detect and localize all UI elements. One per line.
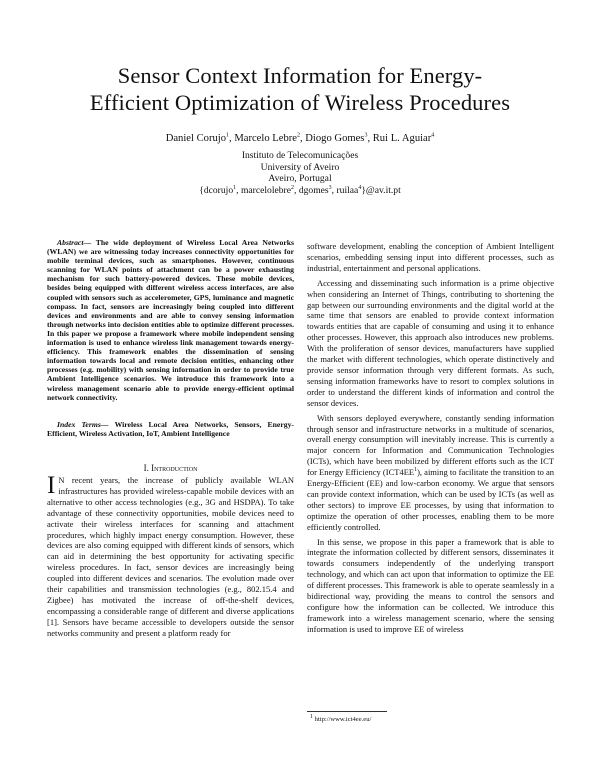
- affiliation-line: Instituto de Telecomunicações: [241, 150, 359, 161]
- affiliation-block: [40, 150, 560, 196]
- paragraph: Accessing and disseminating such information is a prime objective when considering an Internet of Things, contributing to shortening the gap between our surrounding environments and the digital world at the same time that sensors are enabled to provide context information towards entities that are capable of consuming and using it to enhance other processes. However, this approach also introduces new problems. With the proliferation of sensor devices, manufacturers have supplied the market with different technologies, which operate distinctively and provide sensor information through very different formats. As such, sensing information frameworks have to resort to complex solutions in order to understand the different kinds of information and control the sensor devices.: [307, 277, 554, 408]
- intro-left-column: [47, 472, 294, 639]
- author: Daniel Corujo$^1$: [165, 132, 230, 144]
- drop-cap: I: [47, 472, 56, 499]
- section-heading: [47, 463, 294, 473]
- paper-title: [40, 62, 560, 116]
- footnote-rule: [307, 711, 387, 712]
- abstract-text: The wide deployment of Wireless Local Area Networks (WLAN) we are witnessing today increases connectivity opportunities for mobile terminal devices, such as smartphones. However, continuous scanning for WLAN points of attachment can be a power exhausting mechanism for such battery-powered devices. These mobile devices, besides being equipped with different wireless access interfaces, are also coupled with sensors such as accelerometer, GPS, luminance and magnetic compass. In fact, sensors are increasingly being coupled into different devices and environments and are able to convey sensing information through networks into decision entities able to optimize different processes. In this paper we propose a framework where mobile independent sensing information is used to enhance wireless link management towards energy-efficiency. This framework enables the dissemination of sensing information towards local and remote decision entities, enhancing other processes (e.g. mobility) with sensing information in order to provide true Ambient Intelligence scenarios. We introduce this framework into a wireless management scenario able to provide energy-efficient optimal network connectivity.: [47, 238, 294, 402]
- intro-paragraph: N recent years, the increase of publicly available WLAN infrastructures has provided wireless-capable mobile devices with an alternative to other access technologies (e.g., 3G and HSDPA). To take advantage of these connectivity opportunities, mobile devices need to activate their wireless interfaces for scanning and attachment procedures, which highly impact energy consumption. However, these devices are also coming equipped with different kinds of sensors, which can aid in determining the best opportunity for activating specific wireless procedures. In fact, sensor devices are increasingly being coupled into different devices and scenarios. The evolution made over their capabilities and transmission technologies (e.g., 802.15.4 and Zigbee) has motivated the increase of off-the-shelf devices, encompassing a considerable range of different and diverse applications [1]. Sensors have became accessible to developers outside the sensor networks community and present a platform ready for: [47, 475, 294, 638]
- right-column: [307, 241, 554, 635]
- section-title: Introduction: [151, 463, 198, 473]
- index-terms-text: Wireless Local Area Networks, Sensors, Energy-Efficient, Wireless Activation, IoT, Ambient Intelligence: [47, 420, 294, 439]
- author: Rui L. Aguiar$^4$: [372, 132, 435, 144]
- paragraph: software development, enabling the conception of Ambient Intelligent scenarios, embedding sensing input into different processes, such as industrial, entertainment and personal applications.: [307, 241, 554, 273]
- author: Diogo Gomes$^3$: [305, 132, 368, 144]
- title-line-2: Efficient Optimization of Wireless Procedures: [89, 90, 511, 115]
- footnote: $^1$ http://www.ict4ee.eu/: [310, 713, 372, 723]
- author: Marcelo Lebre$^2$: [234, 132, 300, 144]
- index-terms: [47, 420, 294, 438]
- author-list: Daniel Corujo$^1$, Marcelo Lebre$^2$, Diogo Gomes$^3$, Rui L. Aguiar$^4$: [165, 132, 435, 144]
- section-number: I.: [143, 463, 149, 473]
- abstract-label: Abstract —: [57, 238, 96, 247]
- index-terms-label: Index Terms —: [57, 420, 115, 429]
- affiliation-line: University of Aveiro: [260, 161, 340, 173]
- abstract: [47, 238, 294, 402]
- paragraph: With sensors deployed everywhere, constantly sending information through sensor and infrastructure networks in a multitude of scenarios, overall energy consumption will inevitably increase. This is currently a major concern for Information and Communication Technologies (ICTs), which have been mobilized by different efforts such as the ICT for Energy Efficiency $(ICT4EE^1)$, aiming to facilitate the transition to an Energy-Efficient (EE) and low-carbon economy. We argue that sensors can provide context information, which can be used by ICTs (as well as other sectors) to improve EE processes, by using that information to optimize the operation of other processes, enabling them to be more efficiently controlled.: [307, 412, 555, 532]
- footnote-marker: 1: [414, 467, 418, 474]
- title-line-1: Sensor Context Information for Energy-: [117, 63, 483, 88]
- author-emails: {dcorujo$^1$, marcelolebre$^2$, dgomes$^3$, ruilaa$^4$}@av.it.pt: [199, 184, 401, 196]
- affiliation-line: Aveiro, Portugal: [268, 173, 332, 185]
- paragraph: In this sense, we propose in this paper a framework that is able to integrate the information collected by different sensors, disseminates it towards consumers independently of the underlying transport technology, and which can act upon that information to optimize the EE of different processes. This framework is able to operate seamlessly in a bidirectional way, providing the means to control the sensors and configure how the information can be collected. We introduce this framework into a wireless management scenario, where the sensing information is used to improve EE of wireless: [307, 536, 554, 634]
